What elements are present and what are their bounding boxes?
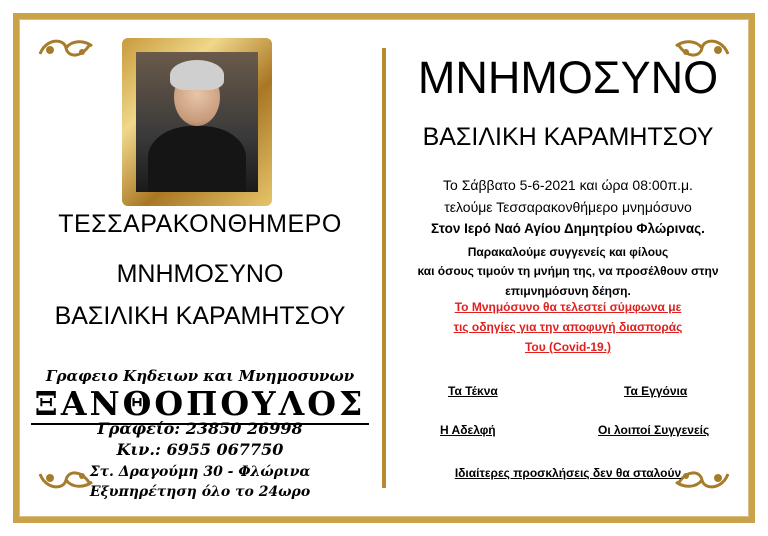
- business-name-text: ΞΑΝΘΟΠΟΥΛΟΣ: [31, 384, 370, 425]
- signature-grandchildren: Τα Εγγόνια: [624, 384, 688, 398]
- business-tagline: Γραφειο Κηδειων και Μνημοσυνων: [45, 367, 355, 385]
- right-title: ΜΝΗΜΟΣΥΝΟ: [417, 52, 719, 103]
- announcement-invite-3: επιμνημόσυνη δέηση.: [505, 284, 631, 298]
- business-mobile: Κιν.: 6955 067750: [116, 440, 284, 459]
- signature-children: Τα Τέκνα: [448, 384, 498, 398]
- business-address: Στ. Δραγούμη 30 - Φλώρινα: [89, 464, 311, 480]
- business-name: [20, 384, 380, 423]
- column-divider: [382, 48, 386, 488]
- announcement-ceremony: τελούμε Τεσσαρακονθήμερο μνημόσυνο: [444, 199, 692, 215]
- left-title-line2: ΜΝΗΜΟΣΥΝΟ: [116, 260, 284, 288]
- left-column: [20, 0, 380, 536]
- announcement-date: Το Σάββατο 5-6-2021 και ώρα 08:00π.μ.: [443, 177, 693, 193]
- covid-notice-1: Το Μνημόσυνο θα τελεστεί σύμφωνα με: [454, 300, 682, 314]
- covid-notice-2: τις οδηγίες για την αποφυγή διασποράς: [453, 320, 683, 334]
- left-deceased-name: ΒΑΣΙΛΙΚΗ ΚΑΡΑΜΗΤΣΟΥ: [54, 302, 346, 330]
- right-column: [388, 0, 748, 536]
- covid-notice-3: Του (Covid-19.): [524, 340, 612, 354]
- announcement-invite-2: και όσους τιμούν τη μνήμη της, να προσέλθουν στην: [417, 264, 719, 278]
- signature-sister: Η Αδελφή: [440, 423, 496, 437]
- left-title-line1: ΤΕΣΣΑΡΑΚΟΝΘΗΜΕΡΟ: [58, 210, 342, 238]
- signature-relatives: Οι λοιποί Συγγενείς: [598, 423, 710, 437]
- right-deceased-name: ΒΑΣΙΛΙΚΗ ΚΑΡΑΜΗΤΣΟΥ: [422, 123, 714, 151]
- announcement-invite-1: Παρακαλούμε συγγενείς και φίλους: [467, 245, 669, 259]
- business-phone: Γραφείο: 23850 26998: [97, 419, 303, 438]
- announcement-church: Στον Ιερό Ναό Αγίου Δημητρίου Φλώρινας.: [431, 221, 705, 236]
- business-hours: Εξυπηρέτηση όλο το 24ωρο: [89, 484, 311, 500]
- invitation-note: Ιδιαίτερες προσκλήσεις δεν θα σταλούν: [454, 466, 682, 480]
